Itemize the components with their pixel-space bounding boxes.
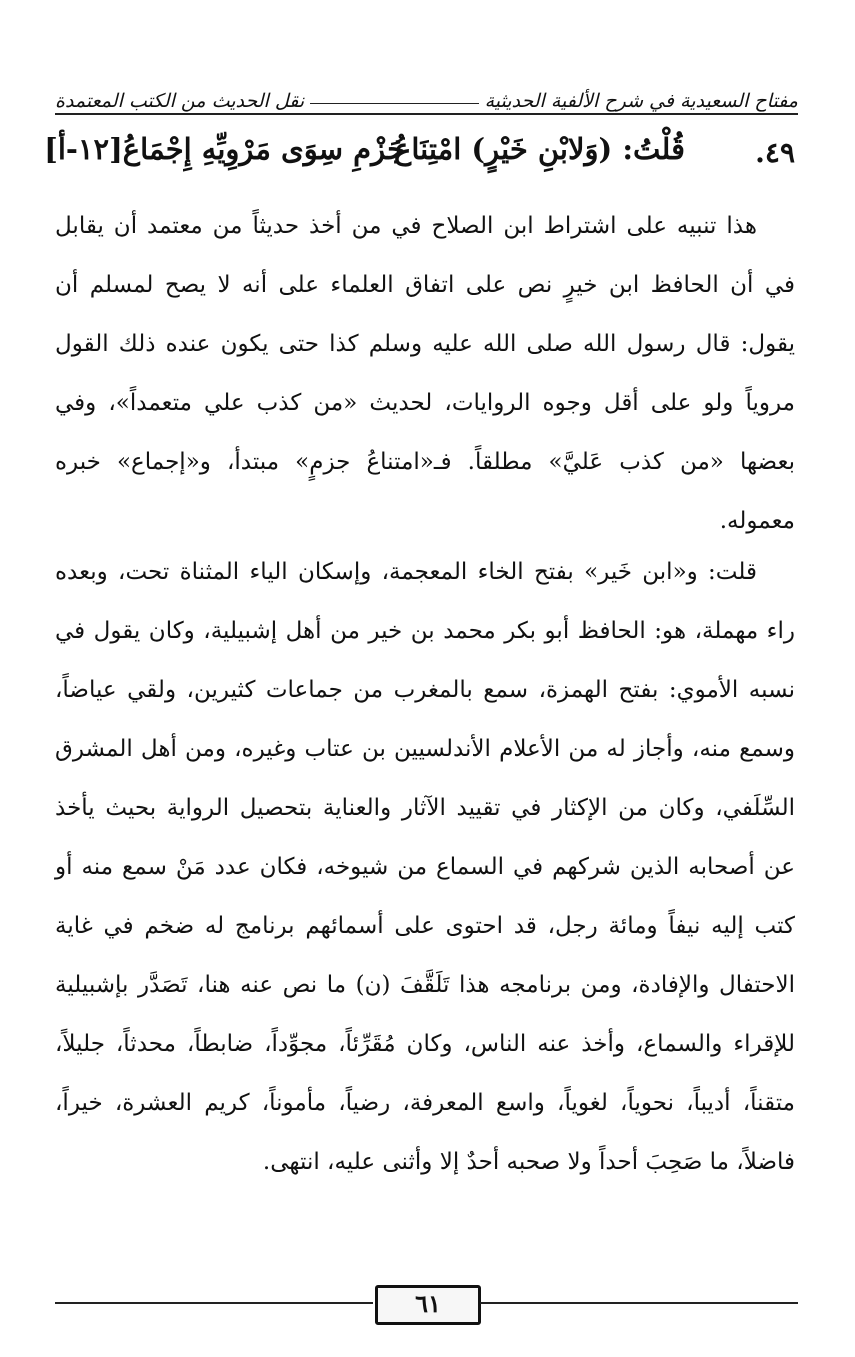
running-header [55,78,798,112]
page-number: ٦١ [415,1289,441,1318]
header-book-title: مفتاح السعيدية في شرح الألفية الحديثية [484,90,798,112]
page-footer [55,1285,798,1325]
header-rule [310,103,478,104]
footer-rule-left [55,1302,373,1304]
header-chapter-title: نقل الحديث من الكتب المعتمدة [55,90,305,112]
page-number-box [375,1285,481,1325]
verse-number: ٤٩. [755,136,795,169]
header-underline [55,113,798,115]
verse-second-hemistich: جَزْمِ سِوَى مَرْوِيِّهِ إِجْمَاعُ[١٢-أ] [44,132,405,166]
commentary-paragraph-1: هذا تنبيه على اشتراط ابن الصلاح في من أخذ حديثاً من معتمد أن يقابل في أن الحافظ ابن خيرٍ نص على اتفاق العلماء على أنه لا يصح لمسلم أن يقول: قال رسول الله صلى الله عليه وسلم كذا حتى يكون عنده ذلك القول مروياً ولو على أقل وجوه الروايات، لحديث «من كذب علي متعمداً»، وفي بعضها «من كذب عَليَّ» مطلقاً. فـ«امتناعُ جزمٍ» مبتدأ، و«إجماع» خبره معموله. [55,213,795,534]
commentary-paragraph-2: قلت: و«ابن خَير» بفتح الخاء المعجمة، وإسكان الياء المثناة تحت، وبعده راء مهملة، هو: الحافظ أبو بكر محمد بن خير من أهل إشبيلية، وكان يقول في نسبه الأموي: بفتح الهمزة، سمع بالمغرب من جماعات كثيرين، ولقي عياضاً، وسمع منه، وأجاز له من الأعلام الأندلسيين بن عتاب وغيره، ومن أهل المشرق السِّلَفي، وكان من الإكثار في تقييد الآثار والعناية بتحصيل الرواية بحيث يأخذ عن أصحابه الذين شركهم في السماع من شيوخه، فكان عدد مَنْ سمع منه أو كتب إليه نيفاً ومائة رجل، قد احتوى على أسمائهم برنامج له ضخم في غاية الاحتفال والإفادة، ومن برنامجه هذا تَلَقَّفَ (ن) ما نص عنه هنا، تَصَدَّر بإشبيلية للإقراء والسماع، وأخذ عنه الناس، وكان مُقَرِّئاً، مجوِّداً، ضابطاً، محدثاً، جليلاً، متقناً، أديباً، نحوياً، لغوياً، واسع المعرفة، رضياً، مأموناً، كريم العشرة، خيراً، فاضلاً، ما صَحِبَ أحداً ولا صحبه أحدٌ إلا وأثنى عليه، انتهى. [55,559,795,1175]
footer-rule-right [480,1302,798,1304]
verse-line [40,124,795,184]
verse-first-hemistich: قُلْتُ: (وَلابْنِ خَيْرٍ) امْتِنَاعُ [394,132,685,166]
